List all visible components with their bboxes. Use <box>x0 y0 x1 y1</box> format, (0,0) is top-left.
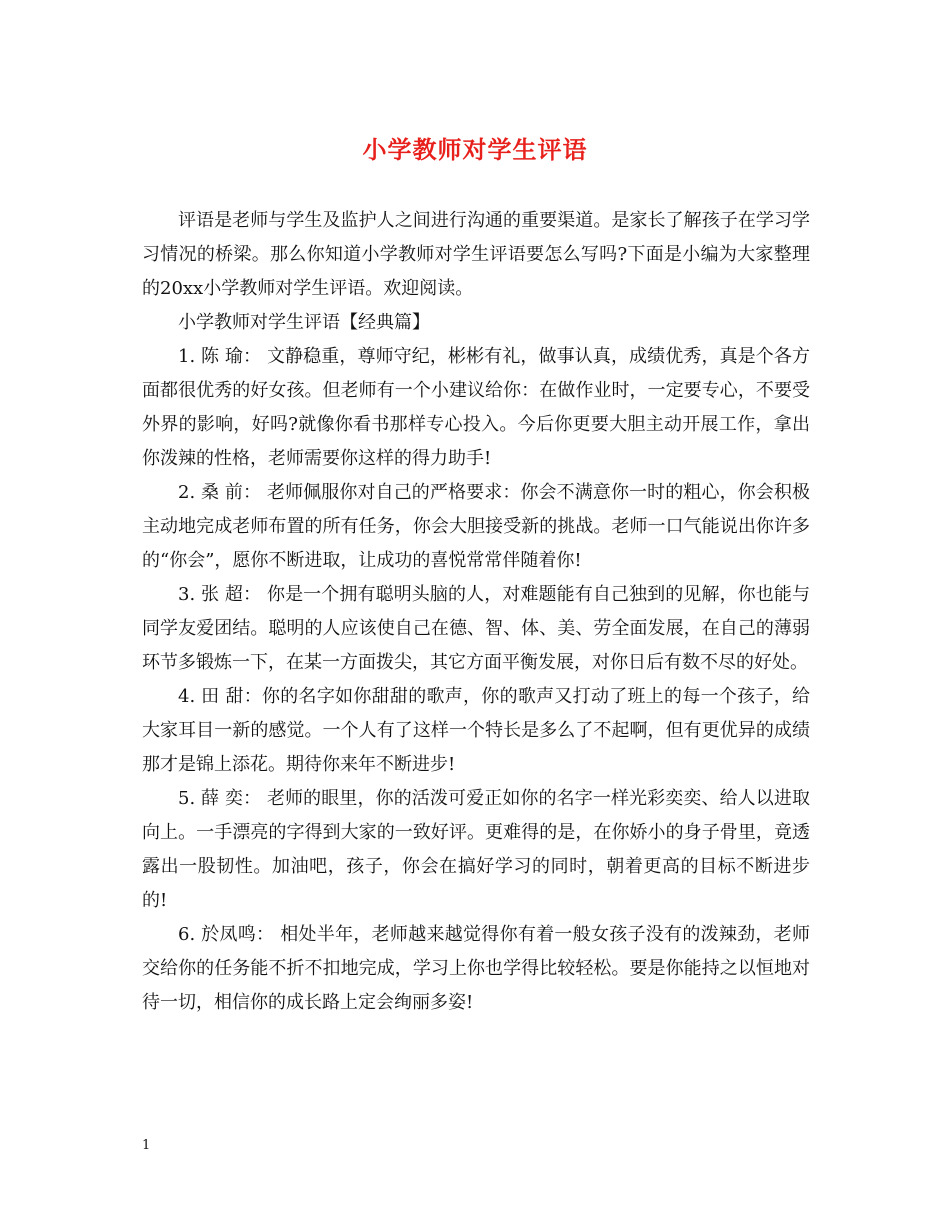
comment-paragraph-6: 6. 於凤鸣： 相处半年，老师越来越觉得你有着一般女孩子没有的泼辣劲，老师交给你的任务能不折不扣地完成，学习上你也学得比较轻松。要是你能持之以恒地对待一切，相信你的成长路上定会绚丽多姿! <box>142 924 810 1013</box>
comment-paragraph-4: 4. 田 甜：你的名字如你甜甜的歌声，你的歌声又打动了班上的每一个孩子，给大家耳目一新的感觉。一个人有了这样一个特长是多么了不起啊，但有更优异的成绩那才是锦上添花。期待你来年不断进步! <box>142 686 810 775</box>
comment-paragraph-2: 2. 桑 前： 老师佩服你对自己的严格要求：你会不满意你一时的粗心，你会积极主动地完成老师布置的所有任务，你会大胆接受新的挑战。老师一口气能说出你许多的“你会”，愿你不断进取，让成功的喜悦常常伴随着你! <box>142 482 810 571</box>
section-heading: 小学教师对学生评语【经典篇】 <box>178 312 430 333</box>
document-body <box>142 204 810 1020</box>
document-title: 小学教师对学生评语 <box>362 135 588 164</box>
comment-paragraph-1: 1. 陈 瑜： 文静稳重，尊师守纪，彬彬有礼，做事认真，成绩优秀，真是个各方面都很优秀的好女孩。但老师有一个小建议给你：在做作业时，一定要专心，不要受外界的影响，好吗?就像你看书那样专心投入。今后你更要大胆主动开展工作，拿出你泼辣的性格，老师需要你这样的得力助手! <box>142 346 810 469</box>
comment-paragraph-3: 3. 张 超： 你是一个拥有聪明头脑的人，对难题能有自己独到的见解，你也能与同学友爱团结。聪明的人应该使自己在德、智、体、美、劳全面发展，在自己的薄弱环节多锻炼一下，在某一方面拨尖，其它方面平衡发展，对你日后有数不尽的好处。 <box>142 584 810 673</box>
page-number: 1 <box>142 1138 151 1153</box>
comment-paragraph-5: 5. 薛 奕： 老师的眼里，你的活泼可爱正如你的名字一样光彩奕奕、给人以进取向上。一手漂亮的字得到大家的一致好评。更难得的是，在你娇小的身子骨里，竟透露出一股韧性。加油吧，孩子，你会在搞好学习的同时，朝着更高的目标不断进步的! <box>142 788 810 911</box>
intro-paragraph: 评语是老师与学生及监护人之间进行沟通的重要渠道。是家长了解孩子在学习学习情况的桥梁。那么你知道小学教师对学生评语要怎么写吗?下面是小编为大家整理的20xx小学教师对学生评语。欢迎阅读。 <box>142 210 810 299</box>
